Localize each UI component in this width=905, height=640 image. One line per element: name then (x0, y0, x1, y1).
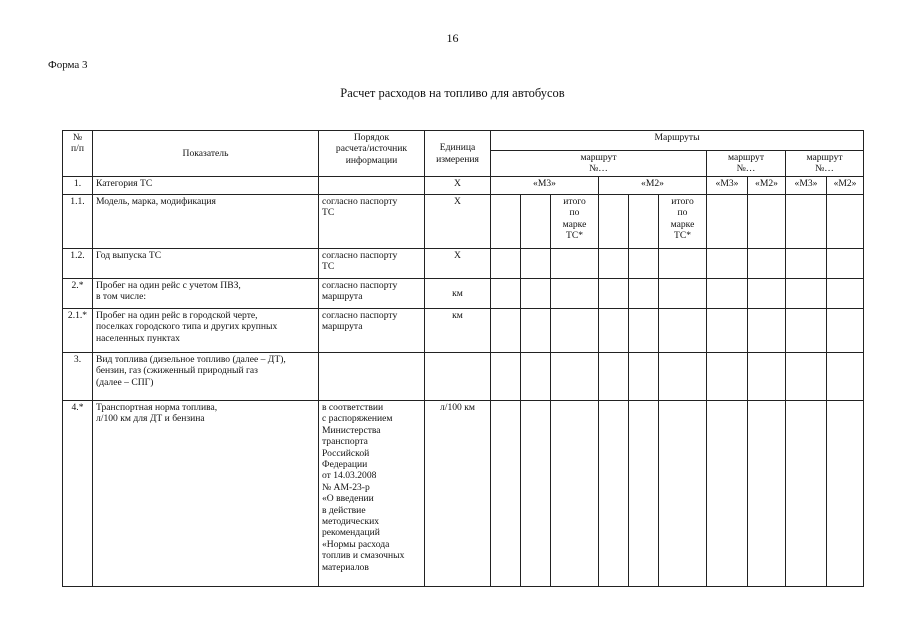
row-method (319, 177, 425, 195)
header-unit: Единица измерения (425, 131, 491, 177)
data-cell (491, 249, 521, 279)
data-cell (827, 195, 864, 249)
row-indicator: Вид топлива (дизельное топливо (далее – ДТ), бензин, газ (сжиженный природный газ (далее – СПГ) (93, 353, 319, 401)
data-cell (786, 279, 827, 309)
data-cell (659, 249, 707, 279)
row-method: согласно паспорту ТС (319, 195, 425, 249)
header-indicator: Показатель (93, 131, 319, 177)
data-cell (707, 279, 748, 309)
data-cell (629, 249, 659, 279)
table-row-3 (63, 353, 864, 401)
data-cell (599, 309, 629, 353)
row-method: в соответствии с распоряжением Министерства транспорта Российской Федерации от 14.03.2008 № АМ-23-р «О введении в действие методических рекомендаций «Нормы расхода топлив и смазочных материалов (319, 401, 425, 587)
category-m2-route-b: «М2» (748, 177, 786, 195)
table-row-1-2 (63, 249, 864, 279)
table-row-4 (63, 401, 864, 587)
category-m2-route-c: «М2» (827, 177, 864, 195)
subtotal-label-m3: итого по марке ТС* (551, 195, 599, 249)
data-cell (551, 353, 599, 401)
data-cell (491, 353, 521, 401)
data-cell (659, 309, 707, 353)
page-number: 16 (446, 31, 459, 45)
category-m3-route-c: «М3» (786, 177, 827, 195)
category-m2-route-a: «М2» (599, 177, 707, 195)
row-num: 1.1. (63, 195, 93, 249)
header-routes: Маршруты (491, 131, 864, 151)
row-unit (425, 353, 491, 401)
data-cell (491, 195, 521, 249)
data-cell (521, 401, 551, 587)
table-row-2 (63, 279, 864, 309)
row-indicator: Пробег на один рейс в городской черте, поселках городского типа и других крупных населенных пунктах (93, 309, 319, 353)
data-cell (786, 353, 827, 401)
row-unit: л/100 км (425, 401, 491, 587)
data-cell (521, 353, 551, 401)
row-indicator: Категория ТС (93, 177, 319, 195)
row-indicator: Пробег на один рейс с учетом ПВЗ, в том числе: (93, 279, 319, 309)
data-cell (599, 401, 629, 587)
data-cell (551, 249, 599, 279)
data-cell (551, 401, 599, 587)
data-cell (707, 195, 748, 249)
header-route-c: маршрут №… (786, 151, 864, 177)
table-row-1 (63, 177, 864, 195)
fuel-calculation-table (62, 130, 864, 587)
data-cell (599, 249, 629, 279)
data-cell (748, 309, 786, 353)
data-cell (748, 249, 786, 279)
row-num: 4.* (63, 401, 93, 587)
data-cell (748, 353, 786, 401)
data-cell (786, 309, 827, 353)
row-method: согласно паспорту маршрута (319, 279, 425, 309)
row-unit: км (425, 279, 491, 309)
data-cell (629, 195, 659, 249)
row-num: 1.2. (63, 249, 93, 279)
data-cell (551, 309, 599, 353)
row-unit: км (425, 309, 491, 353)
header-route-a: маршрут №… (491, 151, 707, 177)
data-cell (786, 401, 827, 587)
data-cell (521, 309, 551, 353)
data-cell (521, 249, 551, 279)
subtotal-label-m2: итого по марке ТС* (659, 195, 707, 249)
table-row-2-1 (63, 309, 864, 353)
data-cell (491, 401, 521, 587)
table-row-1-1 (63, 195, 864, 249)
row-num: 3. (63, 353, 93, 401)
row-num: 1. (63, 177, 93, 195)
row-indicator: Модель, марка, модификация (93, 195, 319, 249)
data-cell (599, 279, 629, 309)
header-method: Порядок расчета/источник информации (319, 131, 425, 177)
data-cell (827, 353, 864, 401)
data-cell (491, 309, 521, 353)
row-unit: Х (425, 177, 491, 195)
data-cell (827, 279, 864, 309)
data-cell (629, 401, 659, 587)
data-cell (599, 195, 629, 249)
data-cell (629, 353, 659, 401)
header-route-b: маршрут №… (707, 151, 786, 177)
data-cell (491, 279, 521, 309)
category-m3-route-b: «М3» (707, 177, 748, 195)
row-unit: Х (425, 249, 491, 279)
row-indicator: Год выпуска ТС (93, 249, 319, 279)
row-method (319, 353, 425, 401)
row-method: согласно паспорту маршрута (319, 309, 425, 353)
form-label: Форма 3 (48, 59, 88, 71)
header-num: № п/п (63, 131, 93, 177)
row-method: согласно паспорту ТС (319, 249, 425, 279)
data-cell (748, 195, 786, 249)
header-row-1 (63, 131, 864, 151)
data-cell (521, 279, 551, 309)
data-cell (599, 353, 629, 401)
data-cell (551, 279, 599, 309)
data-cell (786, 249, 827, 279)
row-num: 2.* (63, 279, 93, 309)
data-cell (786, 195, 827, 249)
document-title: Расчет расходов на топливо для автобусов (340, 86, 565, 100)
data-cell (629, 279, 659, 309)
data-cell (521, 195, 551, 249)
data-cell (748, 401, 786, 587)
data-cell (707, 401, 748, 587)
data-cell (659, 353, 707, 401)
data-cell (707, 249, 748, 279)
data-cell (659, 401, 707, 587)
category-m3-route-a: «М3» (491, 177, 599, 195)
data-cell (748, 279, 786, 309)
data-cell (707, 353, 748, 401)
data-cell (629, 309, 659, 353)
data-cell (707, 309, 748, 353)
row-num: 2.1.* (63, 309, 93, 353)
row-unit: Х (425, 195, 491, 249)
data-cell (827, 249, 864, 279)
data-cell (659, 279, 707, 309)
row-indicator: Транспортная норма топлива, л/100 км для ДТ и бензина (93, 401, 319, 587)
data-cell (827, 309, 864, 353)
data-cell (827, 401, 864, 587)
